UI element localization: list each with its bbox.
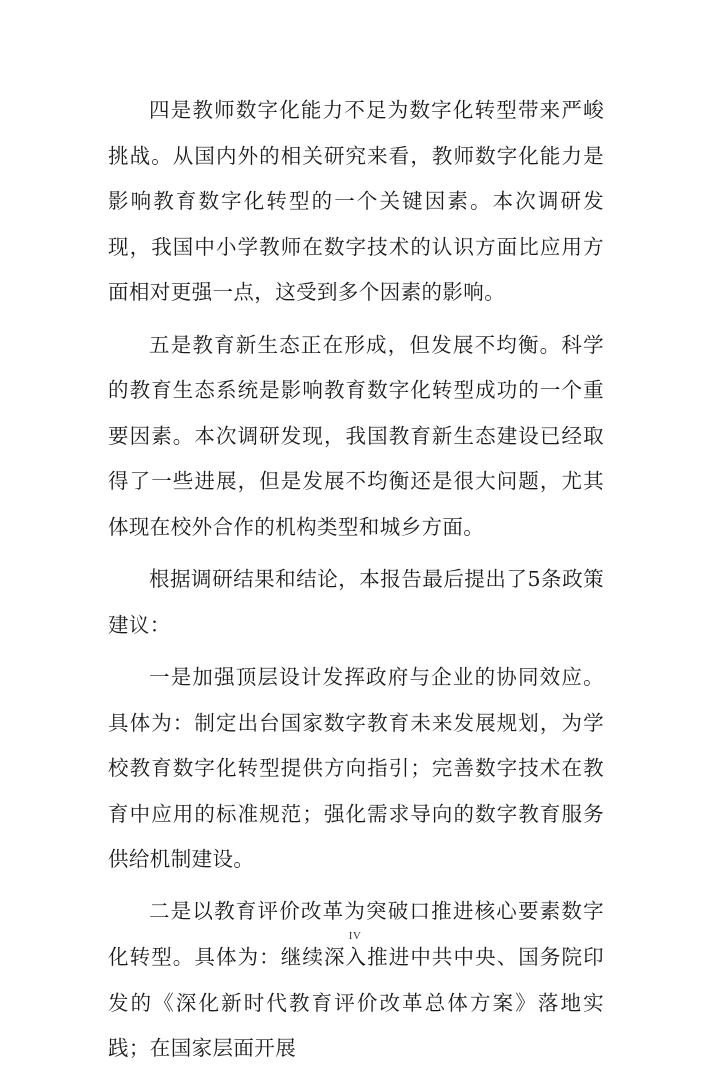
page-number: IV (348, 930, 362, 942)
paragraph-teacher-capacity: 四是教师数字化能力不足为数字化转型带来严峻挑战。从国内外的相关研究来看，教师数字化能力是影响教育数字化转型的一个关键因素。本次调研发现，我国中小学教师在数字技术的认识方面比应用方面相对更强一点，这受到多个因素的影响。 (108, 98, 604, 305)
paragraph-recommendation-one: 一是加强顶层设计发挥政府与企业的协同效应。具体为：制定出台国家数字教育未来发展规划，为学校教育数字化转型提供方向指引；完善数字技术在教育中应用的标准规范；强化需求导向的数字教育服务供给机制建设。 (108, 664, 604, 872)
paragraph-recommendation-two: 二是以教育评价改革为突破口推进核心要素数字化转型。具体为：继续深入推进中共中央、国务院印发的《深化新时代教育评价改革总体方案》落地实践；在国家层面开展 (108, 899, 604, 1061)
paragraph-policy-intro: 根据调研结果和结论，本报告最后提出了5条政策建议： (108, 567, 604, 637)
paragraph-education-ecosystem: 五是教育新生态正在形成，但发展不均衡。科学的教育生态系统是影响教育数字化转型成功的一个重要因素。本次调研发现，我国教育新生态建设已经取得了一些进展，但是发展不均衡还是很大问题，尤其体现在校外合作的机构类型和城乡方面。 (108, 332, 604, 539)
